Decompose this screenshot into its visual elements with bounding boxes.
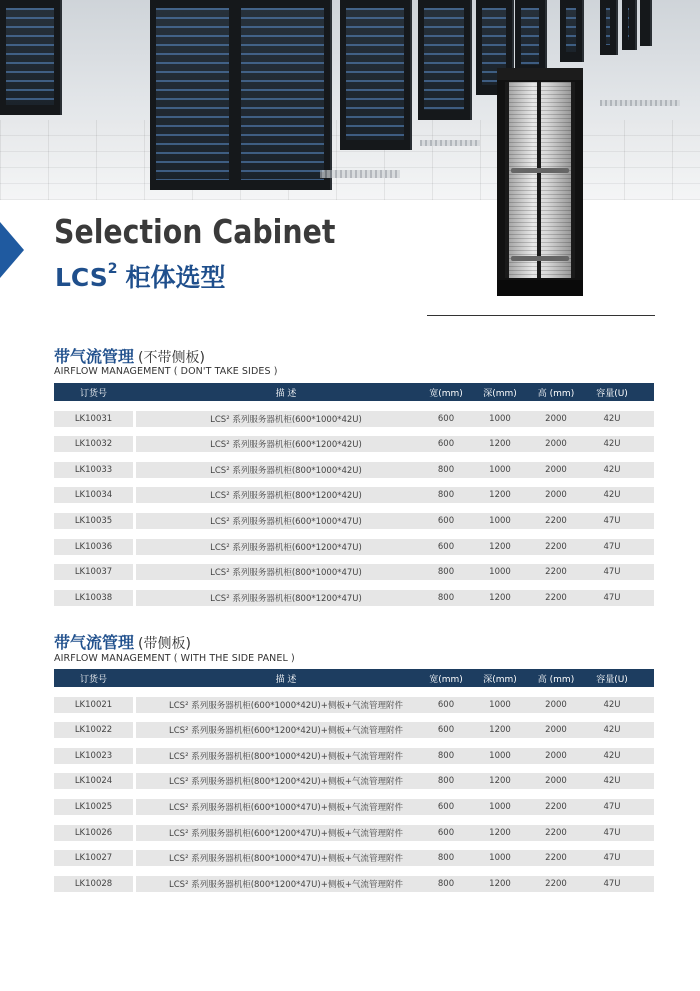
floor-vent xyxy=(320,170,400,178)
brand-superscript: 2 xyxy=(107,260,118,277)
section-chevron-icon xyxy=(0,222,24,278)
cell-capacity: 42U xyxy=(603,699,621,710)
cell-depth: 1200 xyxy=(489,592,511,603)
section2-table xyxy=(54,669,654,892)
cell-code: LK10037 xyxy=(74,567,113,578)
cell-capacity: 47U xyxy=(603,827,621,838)
server-rack xyxy=(235,0,332,190)
cell-code: LK10022 xyxy=(74,725,113,736)
table-header xyxy=(54,669,654,687)
server-rack xyxy=(640,0,652,46)
cell-desc: LCS² 系列服务器机柜(800*1000*42U)+侧板+气流管理附件 xyxy=(169,751,403,762)
server-rack xyxy=(150,0,237,190)
section1-title-text: 带气流管理 xyxy=(54,347,135,366)
table-row xyxy=(54,436,654,452)
cell-capacity: 42U xyxy=(603,776,621,787)
cell-code: LK10021 xyxy=(74,699,113,710)
cell-capacity: 42U xyxy=(603,464,621,475)
cell-capacity: 47U xyxy=(603,853,621,864)
cabinet-post xyxy=(505,82,509,278)
divider xyxy=(427,315,655,316)
cell-height: 2200 xyxy=(545,878,567,889)
server-rack xyxy=(515,0,547,75)
cell-code: LK10038 xyxy=(74,592,113,603)
cabinet-base xyxy=(497,280,583,296)
cell-desc: LCS² 系列服务器机柜(600*1000*42U)+侧板+气流管理附件 xyxy=(169,700,403,711)
cell-depth: 1000 xyxy=(489,413,511,424)
cell-capacity: 47U xyxy=(603,541,621,552)
cell-height: 2200 xyxy=(545,567,567,578)
cabinet-bracket xyxy=(511,168,569,173)
cell-width: 800 xyxy=(437,853,455,864)
cell-depth: 1000 xyxy=(489,699,511,710)
cell-desc: LCS² 系列服务器机柜(600*1200*42U)+侧板+气流管理附件 xyxy=(169,726,403,737)
table-row xyxy=(54,487,654,503)
cell-capacity: 42U xyxy=(603,490,621,501)
cell-depth: 1200 xyxy=(489,776,511,787)
cell-width: 800 xyxy=(437,490,455,501)
subtitle-text: 柜体选型 xyxy=(125,263,226,292)
cell-code: LK10033 xyxy=(74,464,113,475)
cell-code: LK10025 xyxy=(74,801,113,812)
cell-code: LK10036 xyxy=(74,541,113,552)
server-rack xyxy=(418,0,472,120)
cell-depth: 1000 xyxy=(489,567,511,578)
table-row xyxy=(54,799,654,815)
cell-desc: LCS² 系列服务器机柜(600*1000*47U) xyxy=(210,516,362,527)
cabinet-product-image xyxy=(497,68,583,296)
cell-desc: LCS² 系列服务器机柜(800*1200*42U)+侧板+气流管理附件 xyxy=(169,777,403,788)
hero-datacenter-photo xyxy=(0,0,700,200)
cell-code: LK10034 xyxy=(74,490,113,501)
cell-depth: 1200 xyxy=(489,439,511,450)
cell-capacity: 47U xyxy=(603,878,621,889)
cell-desc: LCS² 系列服务器机柜(600*1200*47U)+侧板+气流管理附件 xyxy=(169,828,403,839)
cell-code: LK10024 xyxy=(74,776,113,787)
cell-height: 2000 xyxy=(545,750,567,761)
cell-height: 2200 xyxy=(545,801,567,812)
cell-depth: 1200 xyxy=(489,490,511,501)
cell-width: 800 xyxy=(437,878,455,889)
cell-height: 2000 xyxy=(545,439,567,450)
server-rack xyxy=(340,0,412,150)
cell-capacity: 42U xyxy=(603,725,621,736)
table-row xyxy=(54,462,654,478)
cell-depth: 1000 xyxy=(489,464,511,475)
col-header-width: 宽(mm) xyxy=(429,388,463,399)
cabinet-bracket xyxy=(511,256,569,261)
cell-desc: LCS² 系列服务器机柜(800*1000*42U) xyxy=(210,465,362,476)
server-rack xyxy=(560,0,584,62)
cell-width: 600 xyxy=(437,725,455,736)
col-header-depth: 深(mm) xyxy=(483,674,517,685)
col-header-capacity: 容量(U) xyxy=(596,388,628,399)
cell-width: 600 xyxy=(437,801,455,812)
cabinet-top xyxy=(497,68,583,80)
server-rack xyxy=(622,0,637,50)
table-row xyxy=(54,564,654,580)
cell-width: 600 xyxy=(437,413,455,424)
cell-capacity: 47U xyxy=(603,515,621,526)
cell-width: 800 xyxy=(437,776,455,787)
cell-code: LK10027 xyxy=(74,853,113,864)
floor-vent xyxy=(600,100,680,106)
col-header-width: 宽(mm) xyxy=(429,674,463,685)
cell-code: LK10023 xyxy=(74,750,113,761)
cell-capacity: 47U xyxy=(603,567,621,578)
cell-height: 2000 xyxy=(545,725,567,736)
section1-note: (不带侧板) xyxy=(138,350,205,366)
table-row xyxy=(54,513,654,529)
table-row xyxy=(54,697,654,713)
cell-desc: LCS² 系列服务器机柜(800*1200*42U) xyxy=(210,491,362,502)
cell-height: 2000 xyxy=(545,413,567,424)
cell-depth: 1200 xyxy=(489,827,511,838)
cell-capacity: 47U xyxy=(603,592,621,603)
table-row xyxy=(54,876,654,892)
cell-width: 600 xyxy=(437,515,455,526)
cell-capacity: 47U xyxy=(603,801,621,812)
cell-desc: LCS² 系列服务器机柜(600*1000*42U) xyxy=(210,414,362,425)
cell-height: 2200 xyxy=(545,592,567,603)
cell-depth: 1000 xyxy=(489,515,511,526)
table-row xyxy=(54,850,654,866)
server-rack xyxy=(600,0,618,55)
cell-capacity: 42U xyxy=(603,750,621,761)
section2-title-text: 带气流管理 xyxy=(54,633,135,652)
cell-width: 600 xyxy=(437,699,455,710)
cell-capacity: 42U xyxy=(603,439,621,450)
cell-height: 2200 xyxy=(545,541,567,552)
col-header-desc: 描 述 xyxy=(275,388,297,399)
cell-width: 800 xyxy=(437,592,455,603)
col-header-depth: 深(mm) xyxy=(483,388,517,399)
cell-code: LK10028 xyxy=(74,878,113,889)
cell-width: 600 xyxy=(437,541,455,552)
section1-table xyxy=(54,383,654,606)
cell-height: 2000 xyxy=(545,464,567,475)
cell-depth: 1200 xyxy=(489,878,511,889)
section2-subtitle: AIRFLOW MANAGEMENT ( WITH THE SIDE PANEL ) xyxy=(54,653,295,664)
cell-desc: LCS² 系列服务器机柜(800*1200*47U)+侧板+气流管理附件 xyxy=(169,879,403,890)
cell-desc: LCS² 系列服务器机柜(600*1200*47U) xyxy=(210,542,362,553)
section2-note: (带侧板) xyxy=(138,636,191,652)
cell-code: LK10031 xyxy=(74,413,113,424)
cell-desc: LCS² 系列服务器机柜(800*1200*47U) xyxy=(210,593,362,604)
table-row xyxy=(54,722,654,738)
cell-desc: LCS² 系列服务器机柜(600*1000*47U)+侧板+气流管理附件 xyxy=(169,802,403,813)
cell-height: 2200 xyxy=(545,515,567,526)
table-row xyxy=(54,825,654,841)
section2-title xyxy=(54,630,191,653)
cell-desc: LCS² 系列服务器机柜(600*1200*42U) xyxy=(210,440,362,451)
cell-height: 2200 xyxy=(545,827,567,838)
table-row xyxy=(54,748,654,764)
cell-code: LK10026 xyxy=(74,827,113,838)
table-header xyxy=(54,383,654,401)
page-title: Selection Cabinet xyxy=(54,212,336,251)
col-header-desc: 描 述 xyxy=(275,674,297,685)
cell-desc: LCS² 系列服务器机柜(800*1000*47U)+侧板+气流管理附件 xyxy=(169,854,403,865)
cell-height: 2200 xyxy=(545,853,567,864)
cell-depth: 1000 xyxy=(489,750,511,761)
cell-height: 2000 xyxy=(545,776,567,787)
col-header-code: 订货号 xyxy=(79,388,107,399)
table-row xyxy=(54,539,654,555)
page-subtitle xyxy=(55,258,226,294)
server-rack xyxy=(0,0,62,115)
cell-capacity: 42U xyxy=(603,413,621,424)
cell-depth: 1000 xyxy=(489,801,511,812)
brand-name: LCS xyxy=(55,263,108,292)
table-row xyxy=(54,773,654,789)
cabinet-post xyxy=(537,82,541,278)
col-header-code: 订货号 xyxy=(79,674,107,685)
cell-width: 600 xyxy=(437,827,455,838)
cell-depth: 1200 xyxy=(489,725,511,736)
cell-code: LK10035 xyxy=(74,515,113,526)
cell-width: 800 xyxy=(437,464,455,475)
cabinet-post xyxy=(571,82,575,278)
cell-code: LK10032 xyxy=(74,439,113,450)
col-header-capacity: 容量(U) xyxy=(596,674,628,685)
section1-subtitle: AIRFLOW MANAGEMENT ( DON'T TAKE SIDES ) xyxy=(54,366,278,377)
cell-width: 800 xyxy=(437,567,455,578)
table-row xyxy=(54,590,654,606)
cell-width: 600 xyxy=(437,439,455,450)
table-row xyxy=(54,411,654,427)
cell-height: 2000 xyxy=(545,699,567,710)
floor-vent xyxy=(420,140,480,146)
cell-width: 800 xyxy=(437,750,455,761)
col-header-height: 高 (mm) xyxy=(537,674,575,685)
cell-depth: 1200 xyxy=(489,541,511,552)
cell-desc: LCS² 系列服务器机柜(800*1000*47U) xyxy=(210,568,362,579)
cell-depth: 1000 xyxy=(489,853,511,864)
col-header-height: 高 (mm) xyxy=(537,388,575,399)
section1-title xyxy=(54,344,205,367)
cell-height: 2000 xyxy=(545,490,567,501)
